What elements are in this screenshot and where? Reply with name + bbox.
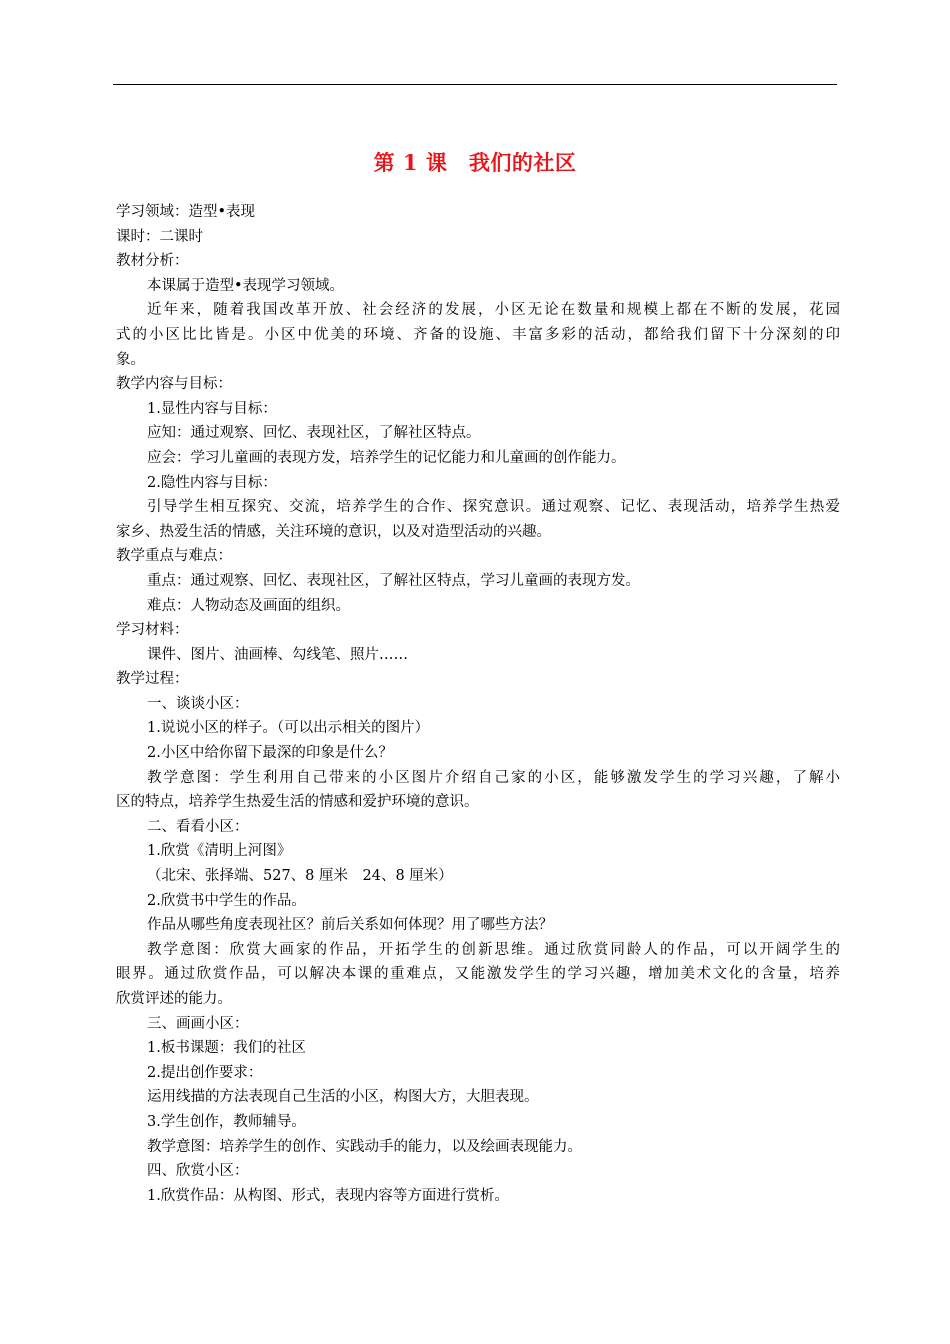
text-line: 象。 — [116, 351, 145, 368]
text-line: 教学意图：欣赏大画家的作品，开拓学生的创新思维。通过欣赏同龄人的作品，可以开阔学生的 — [147, 941, 840, 958]
text-line: 本课属于造型•表现学习领域。 — [147, 277, 345, 294]
lesson-title: 第 1 课 我们的社区 — [373, 150, 577, 175]
text-line: 2.欣赏书中学生的作品。 — [147, 892, 306, 909]
header-rule — [113, 84, 837, 85]
text-line: 区的特点，培养学生热爱生活的情感和爱护环境的意识。 — [116, 794, 479, 811]
text-line: 2.提出创作要求： — [147, 1064, 263, 1081]
text-line: 式的小区比比皆是。小区中优美的环境、齐备的设施、丰富多彩的活动，都给我们留下十分深刻的印 — [116, 326, 840, 343]
text-line: 教学意图：学生利用自己带来的小区图片介绍自己家的小区，能够激发学生的学习兴趣，了解小 — [147, 769, 840, 786]
text-line: 重点：通过观察、回忆、表现社区，了解社区特点，学习儿童画的表现方发。 — [147, 572, 640, 589]
text-line: 家乡、热爱生活的情感，关注环境的意识，以及对造型活动的兴趣。 — [116, 523, 551, 540]
text-line: 眼界。通过欣赏作品，可以解决本课的重难点，又能激发学生的学习兴趣，增加美术文化的含量，培养 — [116, 966, 840, 983]
text-line: 教学内容与目标： — [116, 376, 232, 393]
text-line: 学习领域：造型•表现 — [116, 204, 256, 220]
text-line: 教材分析： — [116, 253, 189, 270]
text-line: 2.小区中给你留下最深的印象是什么？ — [147, 745, 393, 762]
text-line: 运用线描的方法表现自己生活的小区，构图大方，大胆表现。 — [147, 1089, 539, 1106]
text-line: 1.显性内容与目标： — [147, 400, 277, 417]
text-line: 四、欣赏小区： — [147, 1163, 249, 1180]
text-line: 学习材料： — [116, 622, 189, 639]
text-line: 欣赏评述的能力。 — [116, 991, 232, 1007]
document-body — [116, 200, 840, 1208]
text-line: 教学意图：培养学生的创作、实践动手的能力，以及绘画表现能力。 — [147, 1138, 582, 1155]
text-line: 三、画画小区： — [147, 1015, 249, 1032]
text-line: 1.欣赏《清明上河图》 — [147, 843, 292, 860]
text-line: 引导学生相互探究、交流，培养学生的合作、探究意识。通过观察、记忆、表现活动，培养学生热爱 — [147, 499, 840, 516]
text-line: 1.欣赏作品：从构图、形式，表现内容等方面进行赏析。 — [147, 1187, 509, 1204]
text-line: 1.板书课题：我们的社区 — [147, 1040, 306, 1057]
text-line: 课件、图片、油画棒、勾线笔、照片…… — [147, 646, 408, 663]
text-line: 二、看看小区： — [147, 818, 249, 835]
text-line: （北宋、张择端、527、8 厘米 24、8 厘米） — [147, 868, 453, 885]
text-line: 应会：学习儿童画的表现方发，培养学生的记忆能力和儿童画的创作能力。 — [147, 449, 626, 466]
text-line: 一、谈谈小区： — [147, 695, 249, 712]
text-line: 教学过程： — [116, 671, 189, 688]
text-line: 近年来，随着我国改革开放、社会经济的发展，小区无论在数量和规模上都在不断的发展，花园 — [147, 302, 840, 319]
text-line: 2.隐性内容与目标： — [147, 474, 277, 491]
text-line: 1.说说小区的样子。（可以出示相关的图片） — [147, 720, 430, 737]
text-line: 难点：人物动态及画面的组织。 — [147, 597, 350, 614]
text-line: 教学重点与难点： — [116, 548, 232, 565]
text-line: 3.学生创作，教师辅导。 — [147, 1113, 306, 1130]
text-line: 应知：通过观察、回忆、表现社区，了解社区特点。 — [147, 425, 481, 442]
text-line: 作品从哪些角度表现社区？前后关系如何体现？用了哪些方法？ — [147, 917, 553, 934]
text-line: 课时：二课时 — [116, 228, 203, 245]
